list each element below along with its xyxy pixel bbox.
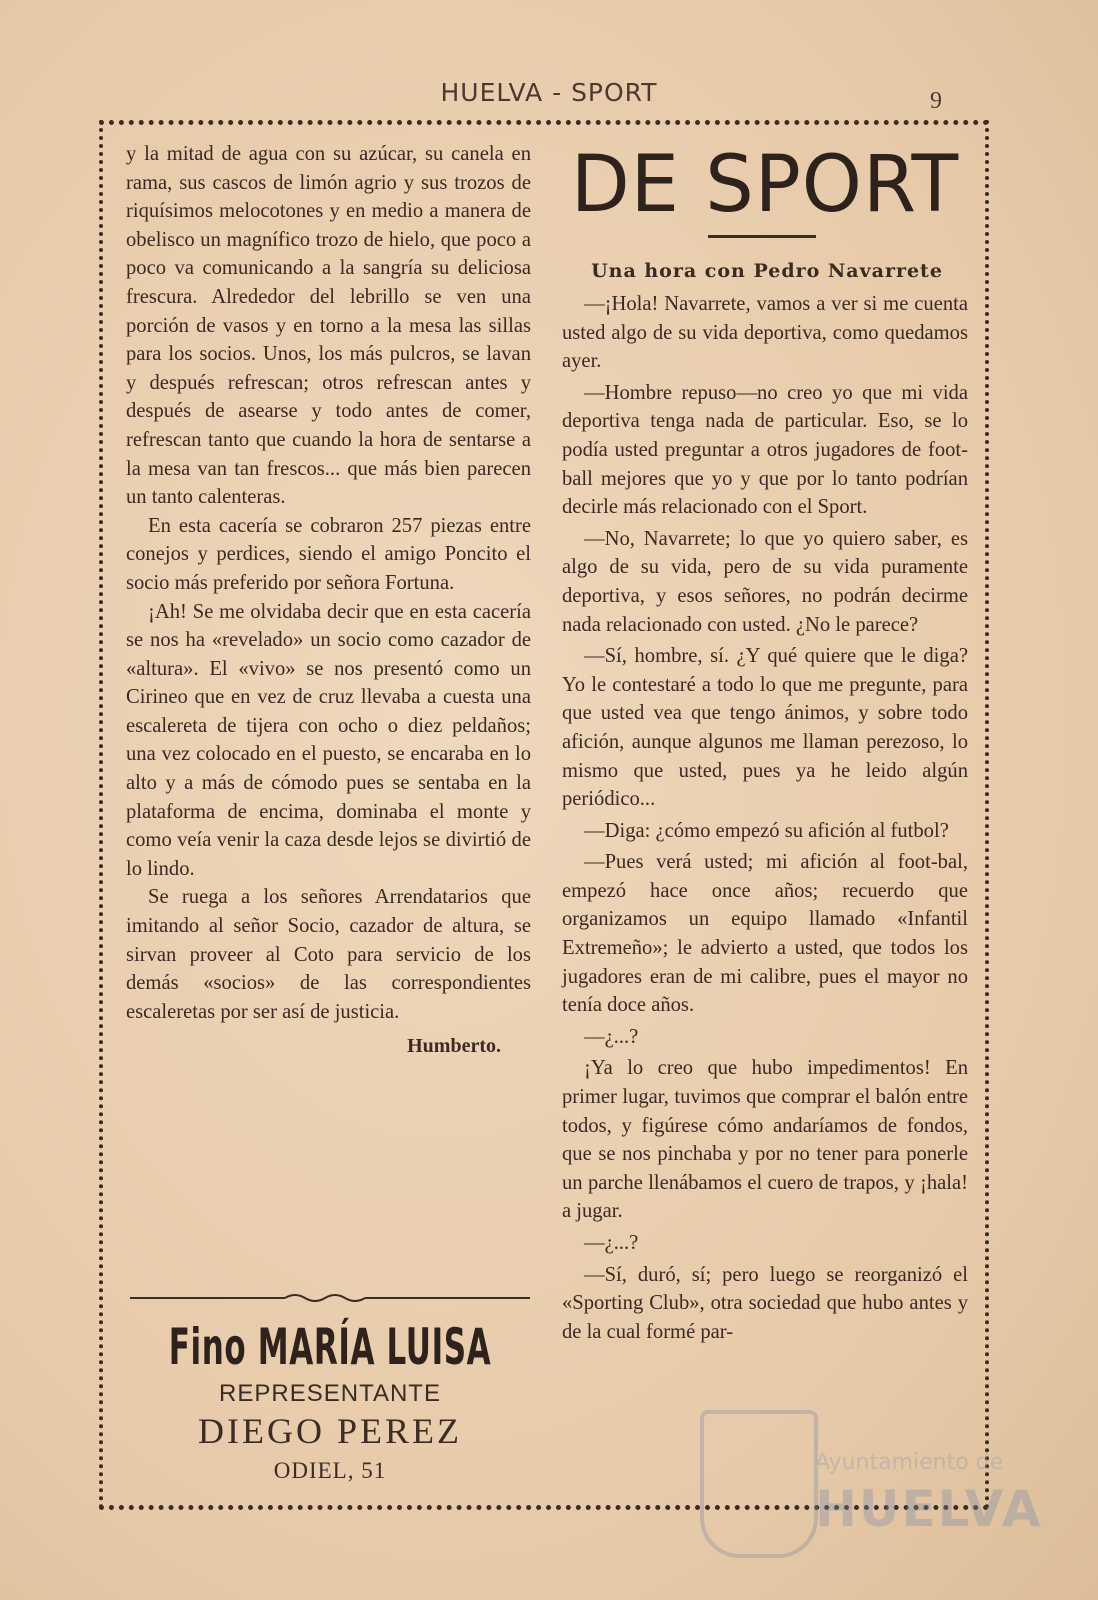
right-column: [562, 290, 968, 1349]
dialog-paragraph: —Hombre repuso—no creo yo que mi vida deportiva tenga nada de particular. Eso, se lo podía usted preguntar a otros jugadores de foot-ball mejores que yo y que por lo tanto podrían decirle más relacionado con el Sport.: [562, 381, 968, 519]
dialog-paragraph: —¡Hola! Navarrete, vamos a ver si me cuenta usted algo de su vida deportiva, como quedamos ayer.: [562, 293, 968, 373]
left-paragraph: y la mitad de agua con su azúcar, su canela en rama, sus cascos de limón agrio y sus trozos de riquísimos melocotones y en medio a manera de obelisco un magnífico trozo de hielo, que poco a poco va comunicando a la sangría su deliciosa frescura. Alrededor del lebrillo se ven una porción de vasos y en torno a la mesa las sillas para los socios. Unos, los más pulcros, se lavan y después refrescan; otros refrescan antes y después de asearse y todo antes de comer, refrescan tanto que cuando la hora de sentarse a la mesa van tan frescos... que más bien parecen un tanto calenteras.: [126, 143, 531, 509]
title-rule: [708, 235, 816, 238]
watermark-line2: HUELVA: [815, 1480, 1043, 1538]
running-header: HUELVA - SPORT: [440, 78, 658, 107]
ad-name: DIEGO PEREZ: [198, 1411, 462, 1451]
dialog-paragraph: —Pues verá usted; mi afición al foot-bal, empezó hace once años; recuerdo que organizamos un equipo llamado «Infantil Extremeño»; le advierto a usted, que todos los jugadores eran de mi calibre, pues el mayor no tenía doce años.: [562, 851, 968, 1017]
shield-icon: [700, 1410, 818, 1558]
dialog-paragraph: ¡Ya lo creo que hubo impedimentos! En primer lugar, tuvimos que comprar el balón entre todos, y figúrese cómo andaríamos de fondos, que se nos pinchaba y por no tener para ponerle un parche llenábamos el cuero de trapos, y ¡hala! a jugar.: [562, 1057, 968, 1223]
left-paragraph: Se ruega a los señores Arrendatarios que imitando al señor Socio, cazador de altura, se sirvan proveer al Coto para servicio de los demás «socios» de las correspondientes escaleretas por ser así de justicia.: [126, 886, 531, 1023]
left-paragraph: En esta cacería se cobraron 257 piezas entre conejos y perdices, siendo el amigo Poncito el socio más preferido por señora Fortuna.: [126, 514, 531, 594]
ad-address: ODIEL, 51: [273, 1458, 387, 1483]
dialog-paragraph: —Sí, hombre, sí. ¿Y qué quiere que le diga? Yo le contestaré a todo lo que me pregunte, para que usted vea que tengo ánimos, y sobre todo afición, aunque algunos me llaman perezoso, lo mismo que usted, pues ya he leido algún periódico...: [562, 645, 968, 811]
article-subtitle: Una hora con Pedro Navarrete: [591, 260, 943, 282]
archive-watermark: [700, 1400, 1043, 1570]
dialog-paragraph: —No, Navarrete; lo que yo quiero saber, es algo de su vida, pero de su vida puramente deportiva, y esos señores, no podrán decirme nada relacionado con usted. ¿No le parece?: [562, 527, 968, 636]
page-number: 9: [930, 88, 942, 114]
left-paragraph: ¡Ah! Se me olvidaba decir que en esta cacería se nos ha «revelado» un socio como cazador de «altura». El «vivo» se nos presentó como un Cirineo que en vez de cruz llevaba a cuesta una escalereta de tijera con ocho o diez peldaños; una vez colocado en el puesto, se encaraba en lo alto y a más de cómodo pues se sentaba en la plataforma de encima, dominaba el monte y como veía venir la caza desde lejos se divirtió de lo lindo.: [126, 600, 531, 880]
left-column: [126, 140, 531, 1061]
dialog-paragraph: —Diga: ¿cómo empezó su afición al futbol?: [584, 819, 949, 842]
watermark-line1: Ayuntamiento de: [815, 1450, 1004, 1475]
section-title: DE SPORT: [570, 140, 960, 230]
ad-role: REPRESENTANTE: [219, 1380, 441, 1407]
ad-title: Fino MARÍA LUISA: [168, 1318, 492, 1376]
advertisement: [120, 1310, 540, 1484]
dialog-paragraph: —Sí, duró, sí; pero luego se reorganizó el «Sporting Club», otra sociedad que hubo antes y de la cual formé par-: [562, 1263, 968, 1343]
dialog-paragraph: —¿...?: [584, 1025, 639, 1048]
dialog-paragraph: —¿...?: [584, 1232, 639, 1254]
author-signature: Humberto.: [407, 1035, 501, 1058]
ornamental-divider: [130, 1292, 530, 1304]
